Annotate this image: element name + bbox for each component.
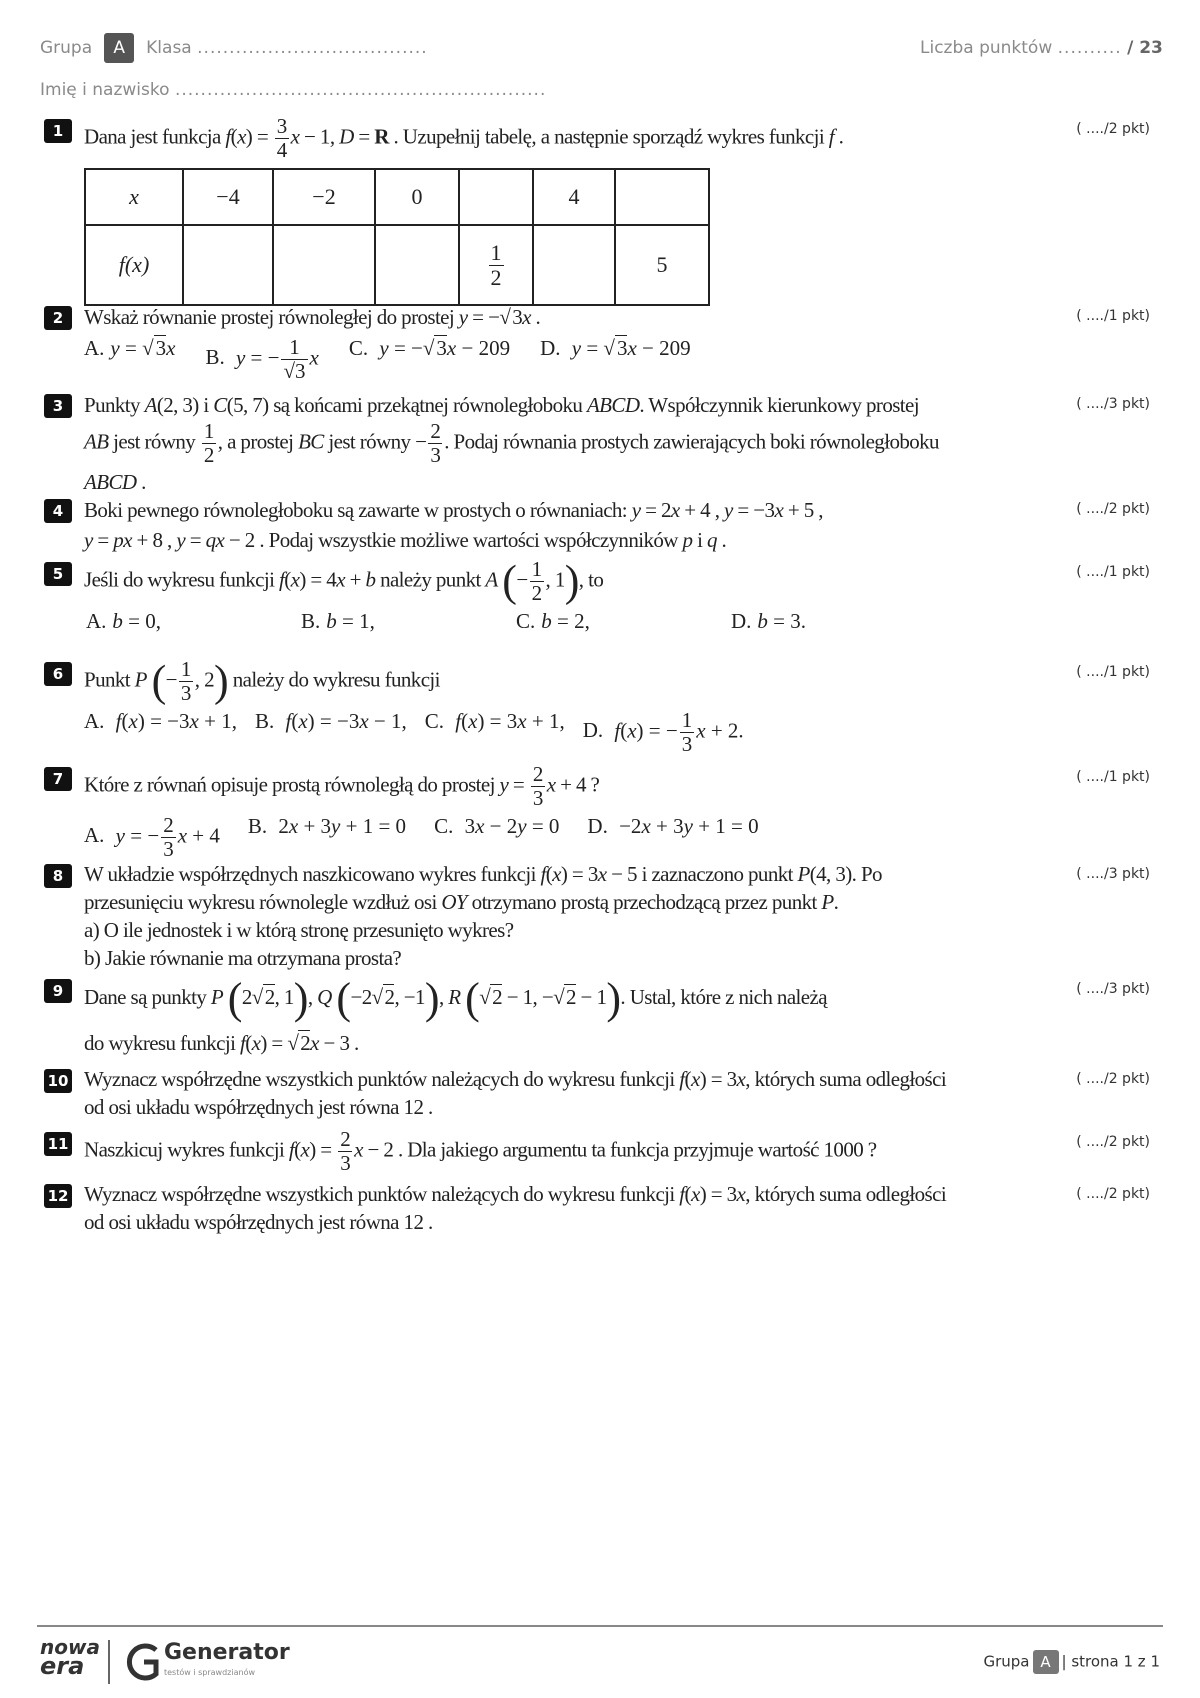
task-points: ( ..../3 pkt) — [1076, 981, 1150, 997]
task-number: 6 — [44, 662, 72, 686]
answer-c[interactable]: C. y = −√3x − 209 — [348, 336, 511, 360]
task-points: ( ..../2 pkt) — [1076, 121, 1150, 137]
task-7: 7 ( ..../1 pkt) Które z równań opisuje prostą równoległą do prostej y = $\frac{2}{3}$ x + 4 ? A. y = − $\frac{2}{3}$ x + 4 B. 2x + 3y + 1 = 0 C. 3x − 2y = 0 D. −2x + 3y + 1 = 0 — [44, 763, 1154, 861]
task-points: ( ..../2 pkt) — [1076, 1134, 1150, 1150]
footer-page-info: Grupa A | strona 1 z 1 — [983, 1650, 1160, 1674]
values-table: x −4 −2 0 4 f(x) $\frac{1}{2}$ 5 — [84, 168, 710, 306]
footer-divider — [37, 1625, 1163, 1627]
answer-a[interactable]: A. f(x) = −3x + 1, — [84, 709, 237, 733]
task-3: 3 ( ..../3 pkt) Punkty A(2, 3) i C(5, 7) są końcami przekątnej równoległoboku ABCD. Współczynnik kierunkowy prostej AB jest równy $\frac{1}{2}$ , a prostej BC jest równy − $\frac{2}{3}$ . Podaj równania prostych zawierających boki równoległoboku ABCD . — [44, 390, 1154, 497]
task-points: ( ..../3 pkt) — [1076, 866, 1150, 882]
task-number: 1 — [44, 119, 72, 143]
task-points: ( ..../1 pkt) — [1076, 769, 1150, 785]
logo-divider — [108, 1640, 110, 1684]
answer-a[interactable]: A. y = − $\frac{2}{3}$ x + 4 — [84, 813, 220, 861]
answer-b[interactable]: B. b = 1, — [301, 609, 375, 633]
task-5: 5 ( ..../1 pkt) Jeśli do wykresu funkcji f(x) = 4x + b należy punkt A (− $\frac{1}{2}$ , 1), to A. b = 0, B. b = 1, C. b = 2, D. b = 3. — [44, 558, 1154, 634]
task-number: 3 — [44, 394, 72, 418]
answer-d[interactable]: D. b = 3. — [731, 609, 807, 633]
nowa-era-logo: nowa era — [40, 1635, 100, 1680]
task-points: ( ..../1 pkt) — [1076, 564, 1150, 580]
answer-c[interactable]: C. 3x − 2y = 0 — [434, 814, 560, 838]
answer-b[interactable]: B. 2x + 3y + 1 = 0 — [247, 814, 407, 838]
task-number: 8 — [44, 864, 72, 888]
task-points: ( ..../3 pkt) — [1076, 396, 1150, 412]
task-number: 5 — [44, 562, 72, 586]
group-field: Grupa A Klasa .................................... — [40, 33, 428, 63]
task-12: 12 ( ..../2 pkt) Wyznacz współrzędne wszystkich punktów należących do wykresu funkcji f(x) = 3x, których suma odległości od osi układu współrzędnych jest równa 12 . — [44, 1180, 1154, 1236]
answer-b[interactable]: B. y = − $\frac{1}{√3}$ x — [205, 335, 319, 383]
task-10: 10 ( ..../2 pkt) Wyznacz współrzędne wszystkich punktów należących do wykresu funkcji f(x) = 3x, których suma odległości od osi układu współrzędnych jest równa 12 . — [44, 1065, 1154, 1121]
answer-b[interactable]: B. f(x) = −3x − 1, — [254, 709, 407, 733]
footer-group-badge: A — [1033, 1650, 1059, 1674]
task-4: 4 ( ..../2 pkt) Boki pewnego równoległoboku są zawarte w prostych o równaniach: y = 2x + 4 , y = −3x + 5 , y = px + 8 , y = qx − 2 . Podaj wszystkie możliwe wartości współczynników p i q . — [44, 495, 1154, 555]
task-number: 2 — [44, 306, 72, 330]
task-number: 10 — [44, 1069, 72, 1093]
name-field: Imię i nazwisko .......................................................... — [40, 80, 547, 100]
task-points: ( ..../2 pkt) — [1076, 501, 1150, 517]
answer-a[interactable]: A. b = 0, — [86, 609, 162, 633]
answer-d[interactable]: D. −2x + 3y + 1 = 0 — [587, 814, 759, 838]
group-badge: A — [104, 33, 134, 63]
task-points: ( ..../1 pkt) — [1076, 308, 1150, 324]
task-9: 9 ( ..../3 pkt) Dane są punkty P (2√2, 1), Q (−2√2, −1), R (√2 − 1, −√2 − 1). Ustal, które z nich należą do wykresu funkcji f(x) = √2x − 3 . — [44, 975, 1154, 1065]
answer-a[interactable]: A. y = √3x — [84, 336, 176, 360]
task-number: 11 — [44, 1132, 72, 1156]
task-number: 9 — [44, 979, 72, 1003]
points-field: Liczba punktów .......... / 23 — [920, 38, 1163, 58]
task-6: 6 ( ..../1 pkt) Punkt P (− $\frac{1}{3}$ , 2) należy do wykresu funkcji A. f(x) = −3x + 1, B. f(x) = −3x − 1, C. f(x) = 3x + 1, D. f(x) = − $\frac{1}{3}$ x + 2. — [44, 658, 1154, 756]
task-points: ( ..../2 pkt) — [1076, 1071, 1150, 1087]
task-1: 1 ( ..../2 pkt) Dana jest funkcja f(x) = $\frac{3}{4}$ x − 1, D = R . Uzupełnij tabelę, a następnie sporządź wykres funkcji f . x −4 −2 0 4 f(x) $\frac{1}{2}$ 5 — [44, 115, 1154, 306]
task-8: 8 ( ..../3 pkt) W układzie współrzędnych naszkicowano wykres funkcji f(x) = 3x − 5 i zaznaczono punkt P(4, 3). Po przesunięciu wykresu równolegle wzdłuż osi OY otrzymano prostą przechodzącą przez punkt P. a) O ile jednostek i w którą stronę przesunięto wykres? b) Jakie równanie ma otrzymana prosta? — [44, 860, 1154, 972]
generator-g-icon — [122, 1640, 162, 1684]
answer-d[interactable]: D. y = √3x − 209 — [540, 336, 691, 360]
task-points: ( ..../1 pkt) — [1076, 664, 1150, 680]
answer-d[interactable]: D. f(x) = − $\frac{1}{3}$ x + 2. — [582, 708, 744, 756]
task-number: 12 — [44, 1184, 72, 1208]
task-11: 11 ( ..../2 pkt) Naszkicuj wykres funkcji f(x) = $\frac{2}{3}$ x − 2 . Dla jakiego argumentu ta funkcja przyjmuje wartość 1000 ? — [44, 1128, 1154, 1175]
task-2: 2 ( ..../1 pkt) Wskaż równanie prostej równoległej do prostej y = −√3x . A. y = √3x B. y = − $\frac{1}{√3}$ x C. y = −√3x − 209 D. y = √3x − 209 — [44, 302, 1154, 383]
task-number: 4 — [44, 499, 72, 523]
task-points: ( ..../2 pkt) — [1076, 1186, 1150, 1202]
answer-c[interactable]: C. b = 2, — [516, 609, 590, 633]
answer-c[interactable]: C. f(x) = 3x + 1, — [424, 709, 565, 733]
task-number: 7 — [44, 767, 72, 791]
